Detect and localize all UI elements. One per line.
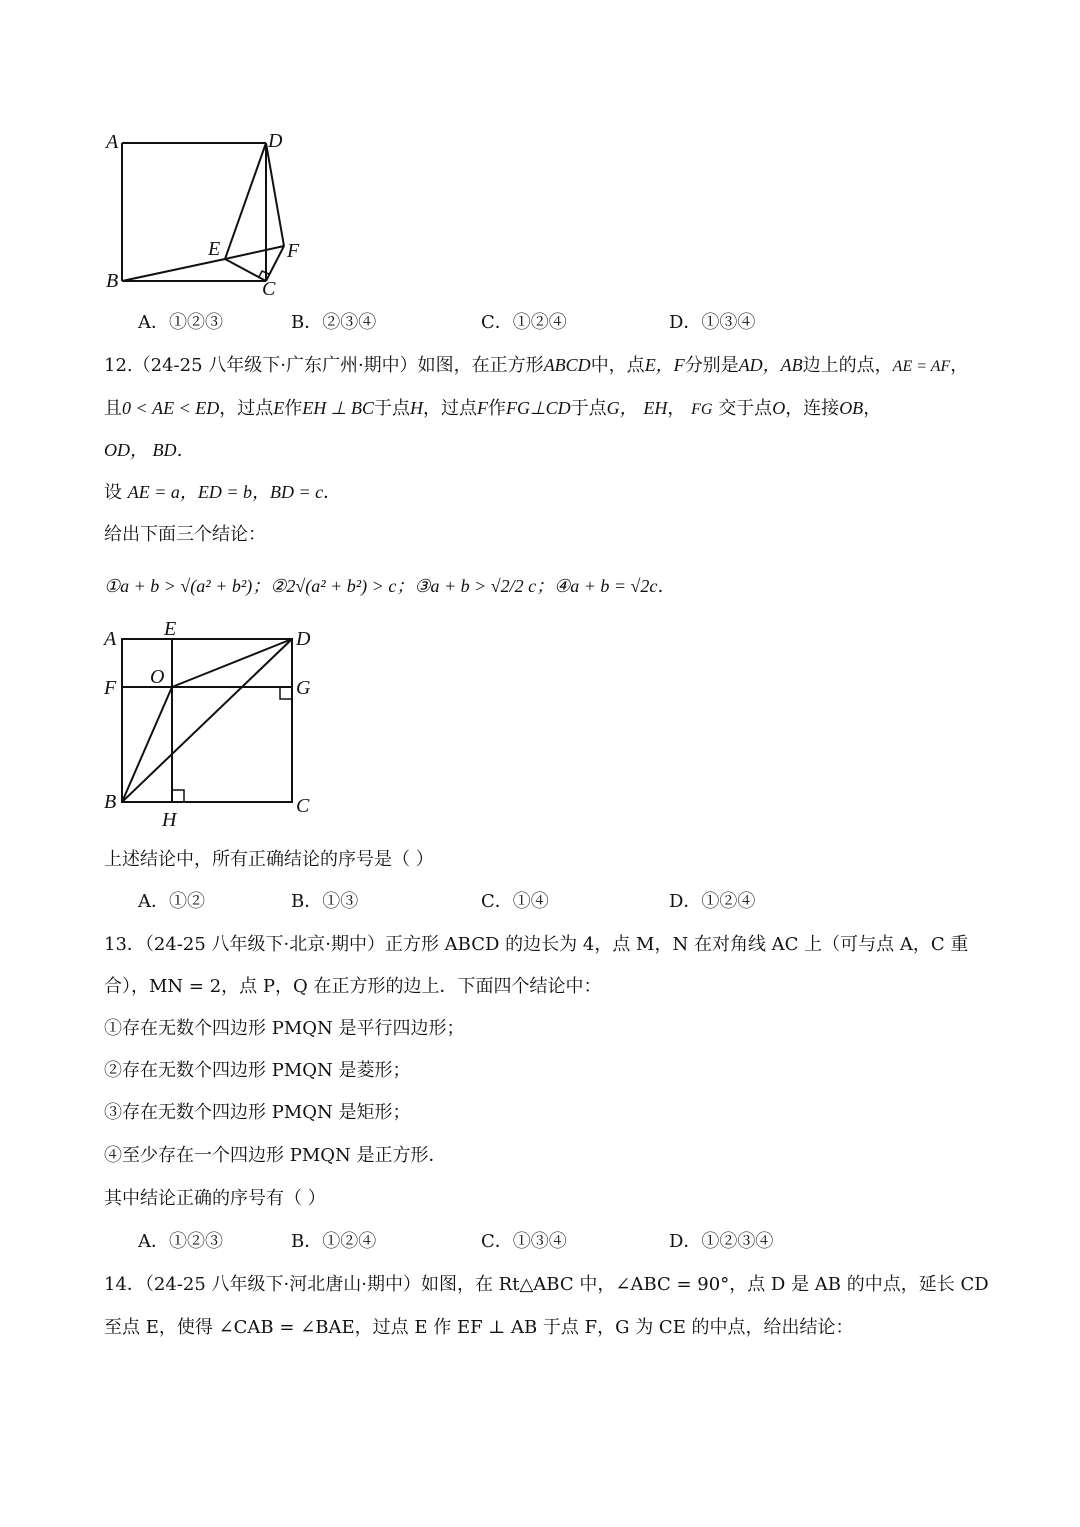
q12-text: ，连接 xyxy=(785,398,840,419)
q11-label-a: A xyxy=(106,131,119,153)
q11-figure xyxy=(100,128,320,300)
q13-option-b[interactable]: B．①②④ xyxy=(291,1231,377,1252)
q12-eh-bc: EH ⊥ BC xyxy=(302,398,374,418)
q12-text: 且 xyxy=(104,398,122,419)
q12-variables: AE = a，ED = b，BD = c xyxy=(127,482,324,502)
q14-line1: 14．（24-25 八年级下·河北唐山·期中）如图，在 Rt△ABC 中，∠ABC = 90°，点 D 是 AB 的中点，延长 CD xyxy=(104,1274,989,1295)
q13-question: 其中结论正确的序号有（ ） xyxy=(104,1188,326,1209)
q12-label-f: F xyxy=(104,677,117,699)
q12-intro: 12.（24-25 八年级下·广东广州·期中）如图，在正方形 xyxy=(104,355,544,376)
q12-line3: OD， BD． xyxy=(104,440,195,460)
q11-option-d[interactable]: D．①③④ xyxy=(669,312,756,333)
q13-statement-1: ①存在无数个四边形 PMQN 是平行四边形； xyxy=(104,1018,465,1039)
q11-label-e: E xyxy=(208,238,221,260)
q11-label-f: F xyxy=(287,240,300,262)
q11-label-d: D xyxy=(268,130,283,152)
q12-abcd: ABCD xyxy=(543,355,591,375)
q12-text: ，过点 xyxy=(422,398,477,419)
q13-statement-3: ③存在无数个四边形 PMQN 是矩形； xyxy=(104,1102,411,1123)
q13-option-a[interactable]: A．①②③ xyxy=(138,1231,223,1252)
q12-label-h: H xyxy=(162,809,177,831)
q12-line2: 且0 < AE < ED，过点E作EH ⊥ BC于点H，过点F作FG⊥CD于点G， EH， FG 交于点O，连接OB， xyxy=(104,398,882,419)
q12-text: 分别是 xyxy=(684,355,739,376)
q12-text: 于点 xyxy=(570,398,607,419)
q12-point-h: H xyxy=(409,398,423,418)
q12-point-o: O xyxy=(772,398,786,418)
q12-ef: E，F xyxy=(644,355,685,375)
q13-line2: 合），MN = 2，点 P，Q 在正方形的边上．下面四个结论中： xyxy=(104,976,602,997)
q11-option-b[interactable]: B．②③④ xyxy=(291,312,377,333)
q12-label-o: O xyxy=(150,666,165,688)
q12-fg-cd: FG⊥CD xyxy=(505,398,571,418)
q12-text: 作 xyxy=(487,398,506,419)
q11-option-c[interactable]: C．①②④ xyxy=(481,312,567,333)
q12-point-f: F xyxy=(476,398,488,418)
q12-option-a[interactable]: A．①② xyxy=(138,891,205,912)
q12-text: 于点 xyxy=(373,398,410,419)
q12-question: 上述结论中，所有正确结论的序号是（ ） xyxy=(104,849,434,870)
q12-line1: 12.（24-25 八年级下·广东广州·期中）如图，在正方形ABCD中，点E，F分别是AD，AB边上的点，AE = AF， xyxy=(104,355,969,376)
q12-option-d[interactable]: D．①②④ xyxy=(669,891,756,912)
q11-option-a[interactable]: A．①②③ xyxy=(138,312,223,333)
q12-inequality: 0 < AE < ED xyxy=(122,398,220,418)
q11-label-c: C xyxy=(262,278,276,300)
q13-statement-4: ④至少存在一个四边形 PMQN 是正方形． xyxy=(104,1145,447,1166)
q13-statement-2: ②存在无数个四边形 PMQN 是菱形； xyxy=(104,1060,411,1081)
q12-ae-af: AE = AF xyxy=(892,358,951,375)
q12-label-b: B xyxy=(104,791,117,813)
q12-label-c: C xyxy=(296,795,310,817)
q12-eh: EH xyxy=(643,398,668,418)
q13-option-c[interactable]: C．①③④ xyxy=(481,1231,567,1252)
q12-label-e: E xyxy=(164,618,177,640)
q14-line2: 至点 E，使得 ∠CAB = ∠BAE，过点 E 作 EF ⊥ AB 于点 F，G 为 CE 的中点，给出结论： xyxy=(104,1317,854,1338)
q12-option-b[interactable]: B．①③ xyxy=(291,891,359,912)
q12-fg: FG xyxy=(691,401,713,418)
q12-text: ，过点 xyxy=(219,398,274,419)
q13-option-d[interactable]: D．①②③④ xyxy=(669,1231,774,1252)
q12-figure xyxy=(100,615,330,835)
q12-text: 作 xyxy=(284,398,303,419)
q12-conclusions: ①a + b > √(a² + b²)；②2√(a² + b²) > c；③a + b > √2/2 c；④a + b = √2c． xyxy=(104,576,676,596)
q12-line5: 给出下面三个结论： xyxy=(104,524,266,545)
q12-ob: OB xyxy=(839,398,864,418)
q12-label-a: A xyxy=(104,628,117,650)
q12-ad-ab: AD，AB xyxy=(738,355,803,375)
q12-point-e: E xyxy=(273,398,285,418)
q12-label-d: D xyxy=(296,628,311,650)
q11-label-b: B xyxy=(106,270,119,292)
q13-line1: 13．（24-25 八年级下·北京·期中）正方形 ABCD 的边长为 4，点 M，N 在对角线 AC 上（可与点 A，C 重 xyxy=(104,934,969,955)
q12-text: 中，点 xyxy=(590,355,645,376)
q12-option-c[interactable]: C．①④ xyxy=(481,891,549,912)
q12-text: 边上的点， xyxy=(802,355,893,376)
q12-label-g: G xyxy=(296,677,311,699)
q12-line4 xyxy=(104,480,341,505)
q12-text: ． xyxy=(323,482,342,503)
q12-text: 交于点 xyxy=(718,398,773,419)
q12-text: 设 xyxy=(104,482,122,503)
q12-point-g: G， xyxy=(606,398,638,418)
